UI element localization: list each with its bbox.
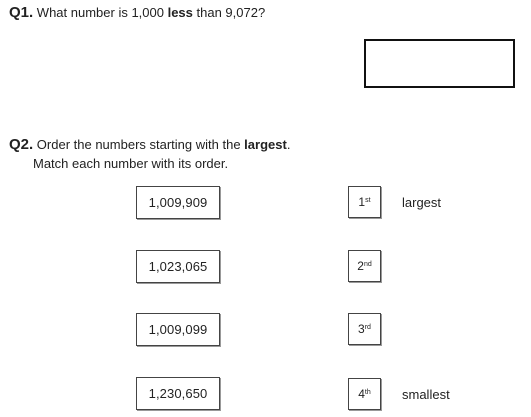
question-2-text-start: Order the numbers starting with the [33, 137, 245, 152]
number-card[interactable]: 1,023,065 [136, 250, 220, 283]
order-box-1st[interactable]: 1 $^{st}$ [348, 186, 381, 218]
q1-answer-box[interactable] [364, 39, 515, 88]
smallest-label: smallest [402, 387, 450, 402]
order-number: 1 [358, 195, 366, 209]
number-card[interactable]: 1,009,099 [136, 313, 220, 346]
number-card[interactable]: 1,230,650 [136, 377, 220, 410]
question-1-number: Q1. [9, 4, 34, 21]
largest-label: largest [402, 195, 442, 210]
question-2-instruction: Match each number with its order. [33, 156, 229, 171]
order-box-3rd[interactable]: 3 $^{rd}$ [348, 313, 381, 345]
order-box-2nd[interactable]: 2 $^{nd}$ [348, 250, 381, 282]
order-number: 3 [358, 322, 365, 336]
question-1-text-start: What number is 1,000 [33, 5, 168, 20]
question-2-emphasis: largest [244, 137, 287, 152]
order-number: 2 [357, 259, 364, 273]
order-box-4th[interactable]: 4 $^{th}$ [348, 378, 381, 410]
number-card[interactable]: 1,009,909 [136, 186, 220, 219]
question-1 [9, 5, 265, 21]
question-2-number: Q2. [9, 136, 34, 153]
question-2-text-end: . [286, 137, 291, 152]
question-1-text-end: than 9,072? [192, 5, 266, 20]
order-number: 4 [358, 387, 365, 401]
question-2 [9, 137, 290, 153]
question-1-emphasis: less [167, 5, 193, 20]
